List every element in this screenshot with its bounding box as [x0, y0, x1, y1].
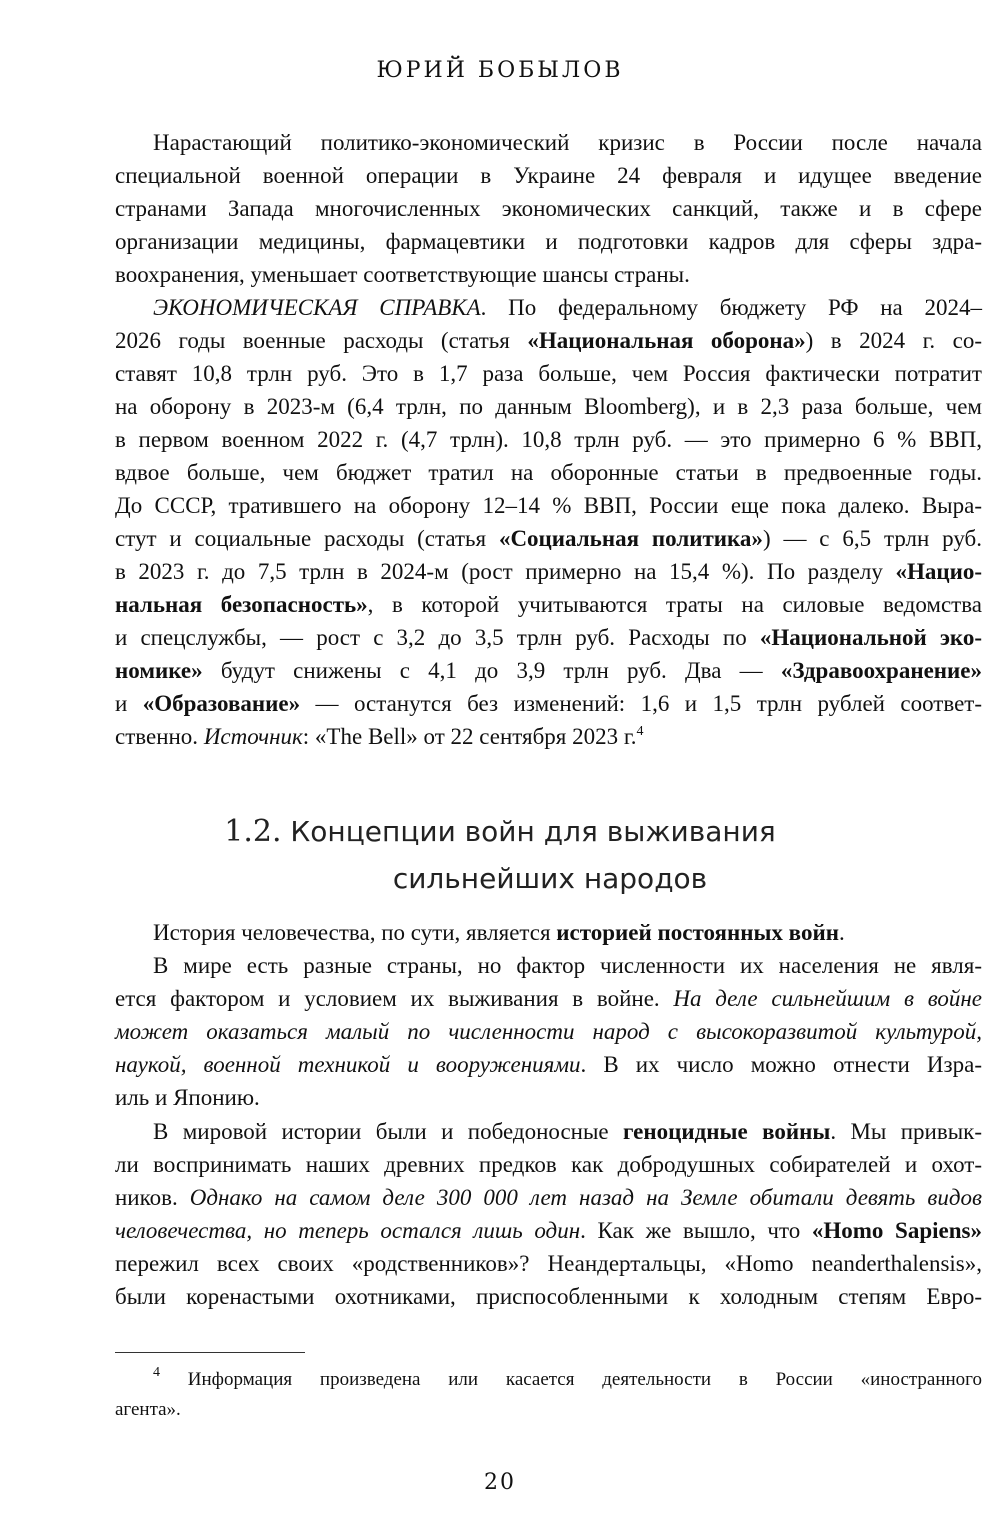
text-line: В мировой истории были и победоносные геноцидные войны. Мы привык- [153, 1119, 982, 1144]
bold-term: «Национальной эко- [759, 625, 983, 650]
footnote-marker: 4 [153, 1365, 160, 1380]
economic-note-label: ЭКОНОМИЧЕСКАЯ СПРАВКА [153, 295, 481, 320]
text-line: были коренастыми охотниками, приспособленными к холодным степям Евро- [115, 1284, 982, 1309]
bold-term: «Homo Sapiens» [811, 1218, 982, 1243]
bold-term: историей постоянных войн [556, 920, 839, 945]
text-line: странами Запада многочисленных экономических санкций, также и в сфере [115, 196, 982, 221]
text-line: ставят 10,8 трлн руб. Это в 1,7 раза больше, чем Россия фактически потратит [115, 361, 982, 386]
text-line: специальной военной операции в Украине 24 февраля и идущее введение [115, 163, 982, 188]
text-line: стут и социальные расходы (статья «Социальная политика») — с 6,5 трлн руб. [115, 526, 982, 551]
paragraph-countries [115, 949, 982, 1114]
page-number: 20 [484, 1470, 516, 1495]
bold-term: «Национальная оборона» [527, 328, 806, 353]
paragraph-genocidal-wars [115, 1115, 982, 1313]
bold-term: «Социальная политика» [498, 526, 763, 551]
text-line: и спецслужбы, — рост с 3,2 до 3,5 трлн руб. Расходы по «Национальной эко- [115, 625, 983, 650]
source-label: Источник [203, 724, 303, 749]
bold-term: «Нацио- [895, 559, 982, 584]
text-line: номике» будут снижены с 4,1 до 3,9 трлн руб. Два — «Здравоохранение» [115, 658, 982, 683]
section-title-line1: Концепции войн для выживания [290, 815, 776, 848]
text-line: ЭКОНОМИЧЕСКАЯ СПРАВКА. По федеральному бюджету РФ на 2024– [153, 295, 982, 320]
paragraph-history-wars [115, 916, 982, 949]
text-line: ется фактором и условием их выживания в войне. На деле сильнейшим в войне [115, 986, 982, 1011]
bold-term: «Здравоохранение» [780, 658, 982, 683]
footnote-reference[interactable]: 4 [636, 724, 644, 739]
text-line: ли воспринимать наших древних предков как добродушных собирателей и охот- [115, 1152, 982, 1177]
footnote-line: агента». [115, 1399, 181, 1420]
text-line: на оборону в 2023-м (6,4 трлн, по данным Bloomberg), и в 2,3 раза больше, чем [115, 394, 982, 419]
text-line: воохранения, уменьшает соответствующие шансы страны. [115, 262, 690, 287]
footnote-line: $^4$ Информация произведена или касается деятельности в России «иностранного [153, 1365, 982, 1390]
running-head: ЮРИЙ БОБЫЛОВ [376, 58, 624, 83]
section-title-line2: сильнейших народов [392, 862, 708, 895]
bold-term: номике» [115, 658, 203, 683]
text-line: и «Образование» — останутся без изменений: 1,6 и 1,5 трлн рублей соответ- [115, 691, 983, 716]
text-line: В мире есть разные страны, но фактор численности их населения не явля- [153, 953, 982, 978]
section-heading [0, 808, 1000, 902]
footnote [115, 1365, 982, 1425]
text-line: 2026 годы военные расходы (статья «Национальная оборона») в 2024 г. со- [115, 328, 982, 353]
text-line: вдвое больше, чем бюджет тратил на оборонные статьи в предвоенные годы. [115, 460, 982, 485]
text-line: организации медицины, фармацевтики и подготовки кадров для сферы здра- [115, 229, 982, 254]
text-line: может оказаться малый по численности народ с высокоразвитой культурой, [115, 1019, 982, 1044]
section-heading-line [0, 808, 1000, 855]
text-line: ственно. Источник: «The Bell» от 22 сентября 2023 г.$^4$ [115, 724, 644, 749]
text-line: иль и Японию. [115, 1085, 260, 1110]
footnote-divider [115, 1352, 305, 1353]
text-line: в 2023 г. до 7,5 трлн в 2024-м (рост примерно на 15,4 %). По разделу «Нацио- [115, 559, 982, 584]
bold-term: геноцидные войны [623, 1119, 831, 1144]
text-line: в первом военном 2022 г. (4,7 трлн). 10,8 трлн руб. — это примерно 6 % ВВП, [115, 427, 982, 452]
text-line: человечества, но теперь остался лишь один. Как же вышло, что «Homo Sapiens» [115, 1218, 982, 1243]
text-line: История человечества, по сути, является историей постоянных войн. [153, 920, 845, 945]
text-line: Нарастающий политико-экономический кризис в России после начала [153, 130, 982, 155]
bold-term: нальная безопасность» [115, 592, 368, 617]
text-line: нальная безопасность», в которой учитываются траты на силовые ведомства [115, 592, 982, 617]
text-line: ников. Однако на самом деле 300 000 лет назад на Земле обитали девять видов [115, 1185, 983, 1210]
text-line: До СССР, тратившего на оборону 12–14 % ВВП, России еще пока далеко. Выра- [115, 493, 982, 518]
paragraph-intro [115, 126, 982, 291]
section-number: 1.2. [224, 814, 282, 849]
bold-term: «Образование» [142, 691, 301, 716]
paragraph-economic-note [115, 291, 982, 753]
text-line: наукой, военной техникой и вооружениями. В их число можно отнести Изра- [115, 1052, 982, 1077]
text-line: пережил всех своих «родственников»? Неандертальцы, «Homo neanderthalensis», [115, 1251, 982, 1276]
